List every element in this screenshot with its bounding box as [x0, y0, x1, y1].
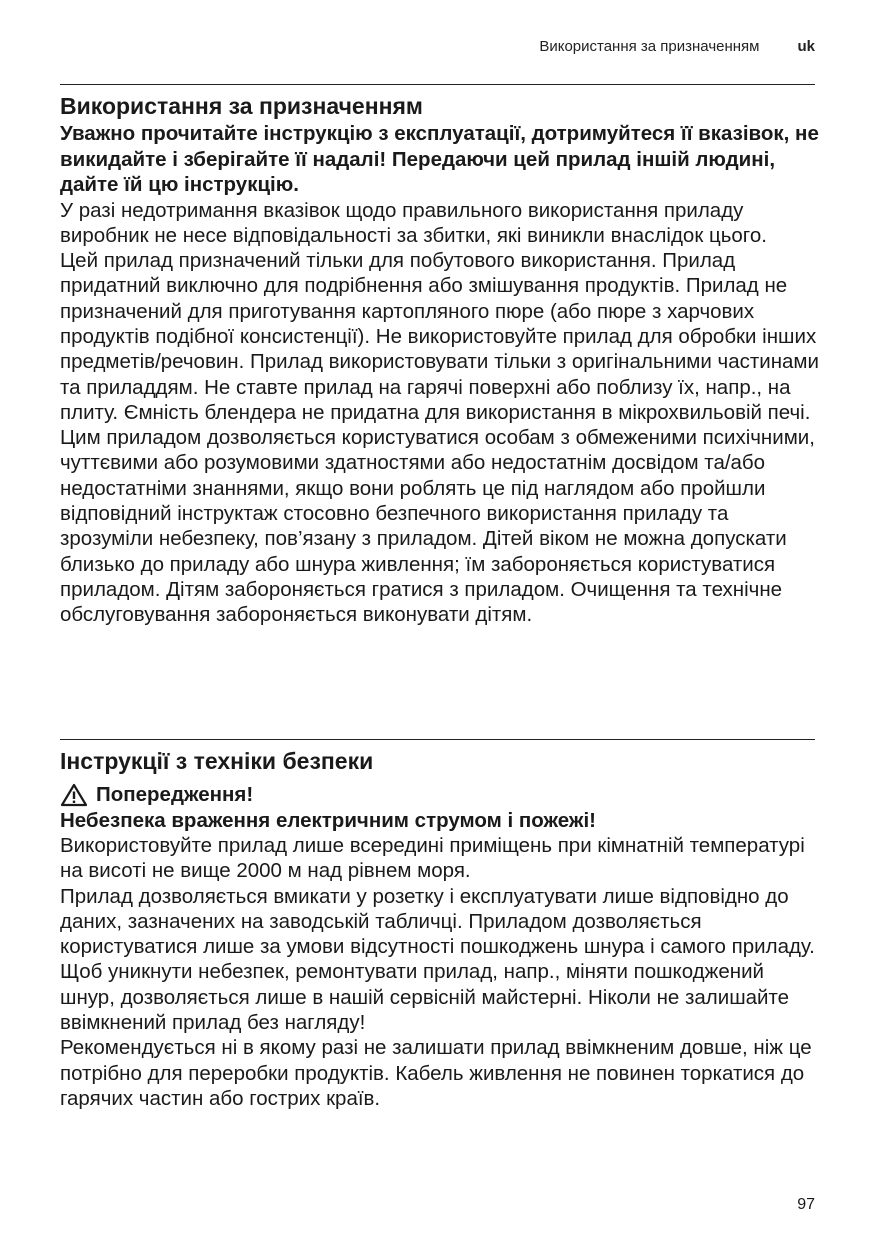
section-heading: Використання за призначенням [60, 93, 423, 119]
warning-triangle-icon [60, 783, 88, 807]
paragraph: Цей прилад призначений тільки для побутового використання. Прилад придатний виключно для подрібнення або змішування продуктів. Прилад не призначений для приготування картопляного пюре (або пюре з харчових продуктів подібної консистенції). Не використовуйте прилад для обробки інших предметів/речовин. Прилад використовувати тільки з оригінальними частинами та приладдям. Не ставте прилад на гарячі поверхні або поблизу їх, напр., на плиту. Ємність блендера не придатна для використання в мікрохвильовій печі. [60, 249, 819, 424]
section-divider-top [60, 84, 815, 85]
language-code: uk [797, 38, 815, 55]
paragraph: Рекомендується ні в якому разі не залишати прилад ввімкненим довше, ніж це потрібно для переробки продуктів. Кабель живлення не повинен торкатися до гарячих частин або гострих країв. [60, 1036, 812, 1110]
lead-warning-text: Уважно прочитайте інструкцію з експлуатації, дотримуйтеся її вказівок, не викидайте і зберігайте її надалі! Передаючи цей прилад іншій людині, дайте їй цю інструкцію. [60, 122, 819, 196]
warning-text: Попередження! [96, 783, 254, 806]
running-header-title: Використання за призначенням [539, 38, 760, 55]
running-header [60, 38, 815, 55]
hazard-text: Небезпека враження електричним струмом і пожежі! [60, 808, 596, 832]
paragraph: Використовуйте прилад лише всередині приміщень при кімнатній температурі на висоті не вище 2000 м над рівнем моря. [60, 834, 805, 883]
paragraph: Прилад дозволяється вмикати у розетку і експлуатувати лише відповідно до даних, зазначених на заводській табличці. Приладом дозволяється користуватися лише за умови відсутності пошкоджень шнура і самого приладу. Щоб уникнути небезпек, ремонтувати прилад, напр., міняти пошкоджений шнур, дозволяється лише в нашій сервісній майстерні. Ніколи не залишайте ввімкнений прилад без нагляду! [60, 884, 815, 1035]
section-safety [60, 748, 820, 1111]
page-number: 97 [797, 1196, 815, 1213]
section-intended-use [60, 93, 820, 628]
paragraph: Цим приладом дозволяється користуватися особам з обмеженими психічними, чуттєвими або розумовими здатностями або недостатнім досвідом та/або недостатніми знаннями, якщо вони роблять це під наглядом або пройшли відповідний інструктаж стосовно безпечного використання приладу та зрозуміли небезпеку, пов’язану з приладом. Дітей віком не можна допускати близько до приладу або шнура живлення; їм забороняється користуватися приладом. Дітям забороняється гратися з приладом. Очищення та технічне обслуговування забороняється виконувати дітям. [60, 426, 815, 627]
section-divider-middle [60, 739, 815, 740]
warning-label [60, 782, 820, 808]
paragraph: У разі недотримання вказівок щодо правильного використання приладу виробник не несе відповідальності за збитки, які виникли внаслідок цього. [60, 198, 767, 247]
section-heading: Інструкції з техніки безпеки [60, 748, 374, 774]
